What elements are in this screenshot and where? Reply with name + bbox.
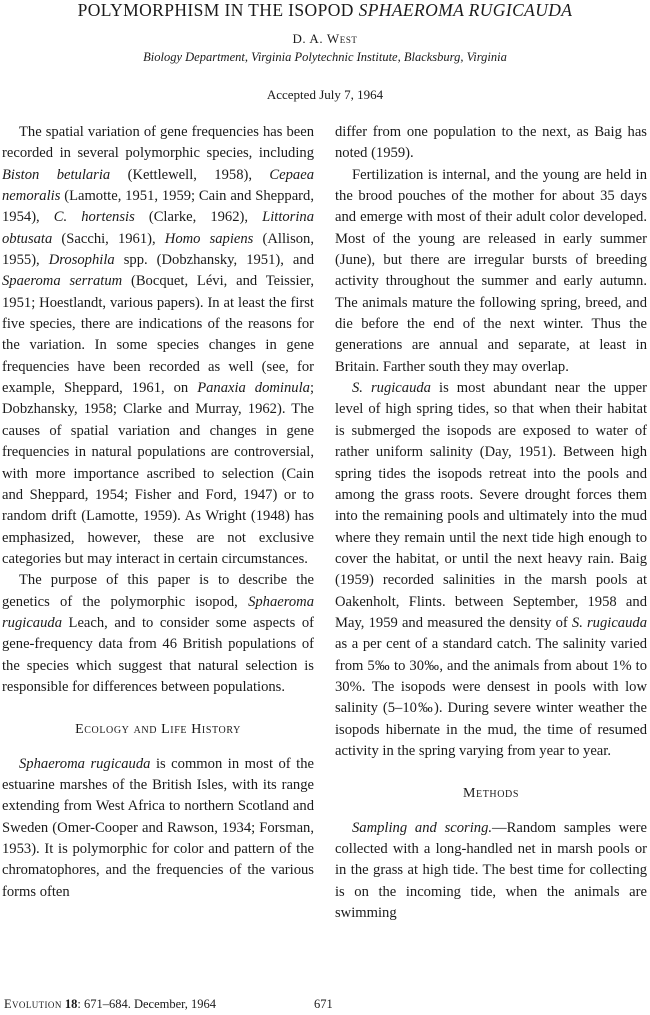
text-run: The purpose of this paper is to describe the genetics of the polymorphic isopod, xyxy=(2,572,314,610)
species-name: Panaxia dominula xyxy=(197,380,310,397)
text-run: (Kettlewell, 1958), xyxy=(110,166,270,183)
citation-info: : 671–684. December, 1964 xyxy=(77,997,217,1011)
article-title-text: POLYMORPHISM IN THE ISOPOD xyxy=(77,0,359,20)
subsection-heading: Sampling and scoring. xyxy=(352,819,493,836)
page-number: 671 xyxy=(314,997,333,1011)
text-run: The spatial variation of gene frequencies has been recorded in several polymorphic species, including xyxy=(2,124,314,162)
species-name: Sphaeroma rugicauda xyxy=(2,593,314,631)
text-run: ; Dobzhansky, 1958; Clarke and Murray, 1962). The causes of spatial variation and changes in gene frequencies in natural populations are controversial, with more importance ascribed to selection (Cain and Sheppard, 1954; Fisher and Ford, 1947) or to random drift (Lamotte, 1959). As Wright (1948) has emphasized, however, these are not exclusive categories but may interact in certain circumstances. xyxy=(2,380,314,567)
text-run: Leach, and to consider some aspects of gene-frequency data from 46 British populations of the species which suggest that natural selection is responsible for differences between populations. xyxy=(2,614,314,695)
text-run: (Sacchi, 1961), xyxy=(52,230,165,247)
article-title xyxy=(0,0,650,20)
journal-name: Evolution xyxy=(4,997,62,1011)
species-name: Spaeroma serratum xyxy=(2,273,123,290)
species-name: Drosophila xyxy=(48,252,115,269)
paragraph xyxy=(2,754,314,903)
species-name: Homo sapiens xyxy=(164,230,254,247)
species-name: Littorina obtusata xyxy=(2,209,314,247)
accepted-date: Accepted July 7, 1964 xyxy=(266,87,384,102)
text-run: (Lamotte, 1951, 1959; Cain and Sheppard, 1954), xyxy=(2,188,314,226)
species-name: Biston betularia xyxy=(2,166,111,183)
paragraph xyxy=(335,378,647,762)
text-run: —Random samples were collected with a long-handled net in marsh pools or in the grass at high tide. The best time for collecting is on the incoming tide, when the animals are swimming xyxy=(335,819,647,922)
section-heading: Ecology and Life History xyxy=(75,722,241,738)
text-run: (Bocquet, Lévi, and Teissier, 1951; Hoestlandt, various papers). In at least the first five species, there are indications of the reasons for the variation. In some species changes in gene frequencies have been recorded as well (see, for example, Sheppard, 1961, on xyxy=(2,273,314,397)
text-run: is most abundant near the upper level of high spring tides, so that when their habitat is submerged the isopods are exposed to water of rather uniform salinity (Day, 1951). Between high spring tides the isopods retreat into the pools and among the grass roots. Severe drought forces them into the remaining pools and ultimately into the mud where they remain until the next tide high enough to cover the habitat, or until the next heavy rain. Baig (1959) recorded salinities in the marsh pools at Oakenholt, Flints. between September, 1958 and May, 1959 and measured the density of xyxy=(335,380,647,631)
text-run: as a per cent of a standard catch. The salinity varied from 5‰ to 30‰, and the animals from about 1% to 30%. The isopods were densest in pools with low salinity (5–10‰). During severe winter weather the isopods hibernate in the mud, the time of resumed activity in the spring varying from year to year. xyxy=(335,636,647,759)
right-column xyxy=(335,122,647,924)
volume-number: 18 xyxy=(64,997,78,1011)
paragraph xyxy=(335,818,647,925)
paragraph xyxy=(2,122,314,570)
section-heading: Methods xyxy=(462,786,520,802)
text-run: (Clarke, 1962), xyxy=(134,209,263,226)
text-run: spp. (Dobzhansky, 1951), and xyxy=(114,252,314,269)
author-name: D. A. West xyxy=(292,31,358,46)
species-name: Sphaeroma rugicauda xyxy=(19,755,151,772)
left-column xyxy=(2,122,314,903)
page-footer xyxy=(4,996,333,1012)
text-run: is common in most of the estuarine marshes of the British Isles, with its range extending from West Africa to northern Scotland and Sweden (Omer-Cooper and Rawson, 1934; Forsman, 1953). It is polymorphic for color and pattern of the chromatophores, and the frequencies of the various forms often xyxy=(2,755,314,900)
paragraph-continued: differ from one population to the next, as Baig has noted (1959). xyxy=(335,124,647,162)
paragraph xyxy=(2,570,314,698)
species-name: S. rugicauda xyxy=(571,614,647,631)
text-run: (Allison, 1955), xyxy=(2,230,314,269)
paragraph: Fertilization is internal, and the young are held in the brood pouches of the mother for about 35 days and emerge with most of their adult color developed. Most of the young are released in early summer (June), but there are irregular bursts of breeding activity throughout the summer and early autumn. The animals mature the following spring, breed, and die before the end of the next winter. Thus the generations are annual and separate, at least in Britain. Farther south they may overlap. xyxy=(335,166,647,375)
article-title-species: SPHAEROMA RUGICAUDA xyxy=(358,0,573,20)
species-name: Cepaea nemoralis xyxy=(2,166,314,205)
species-name: C. hortensis xyxy=(53,209,135,226)
author-affiliation: Biology Department, Virginia Polytechnic Institute, Blacksburg, Virginia xyxy=(143,50,507,64)
species-name: S. rugicauda xyxy=(352,380,431,397)
